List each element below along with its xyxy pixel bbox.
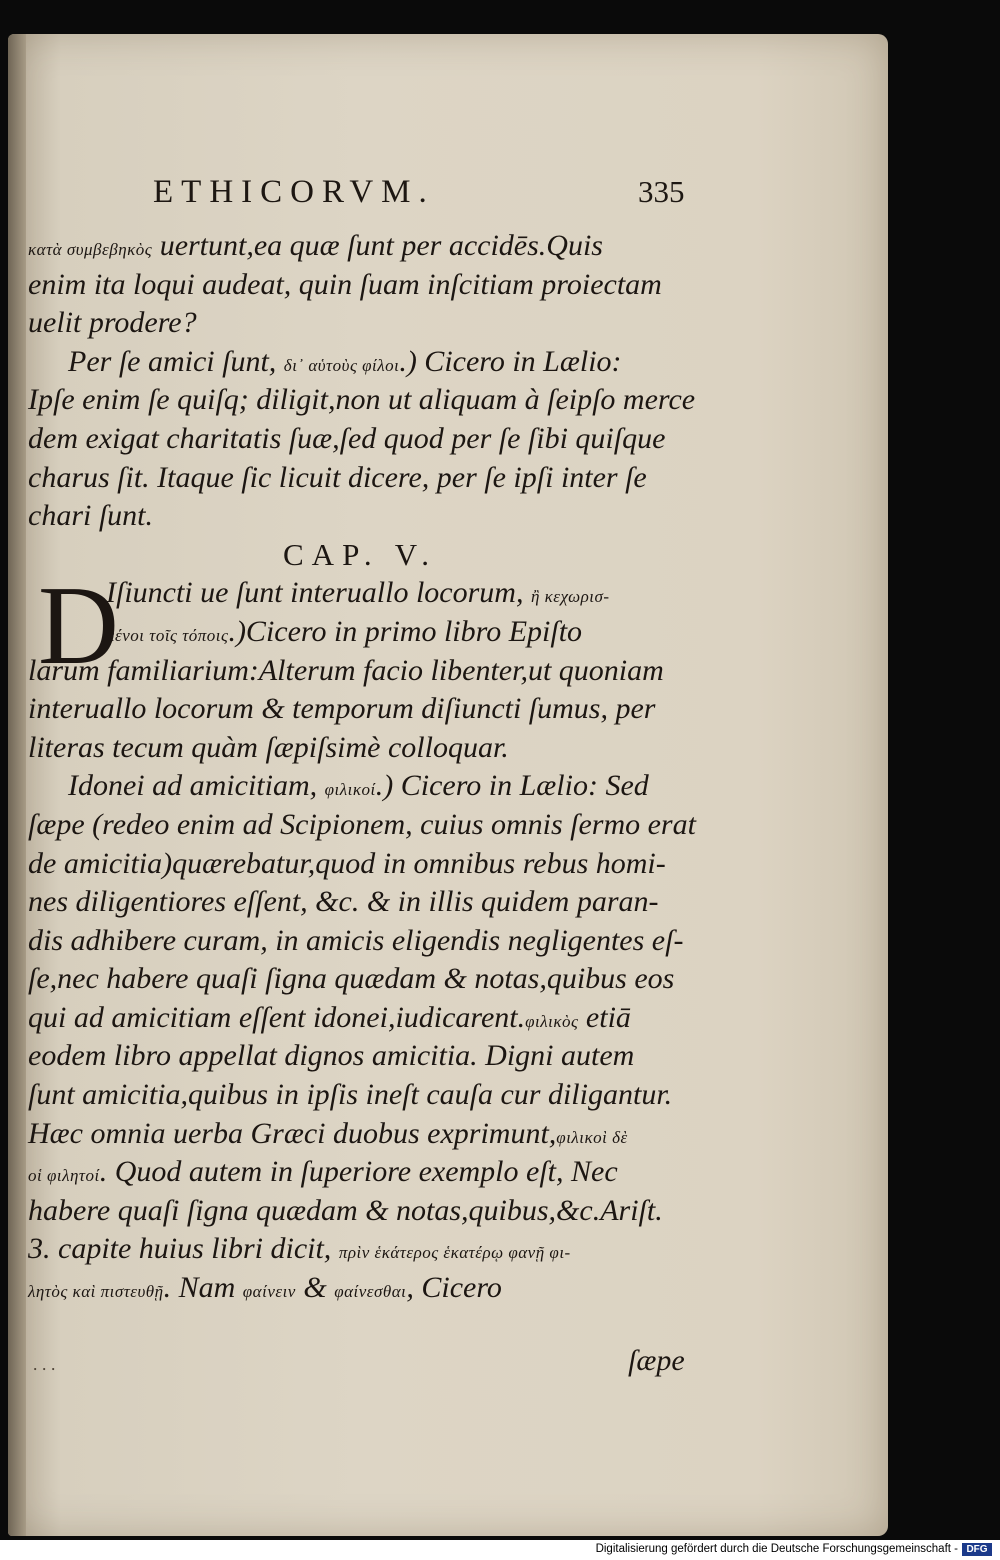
latin-text: enim ita loqui audeat, quin ſuam inſcitiam proiectam (28, 267, 662, 301)
latin-text: literas tecum quàm ſæpiſsimè colloquar. (28, 730, 509, 764)
chapter-heading: CAP. V. (283, 536, 437, 572)
latin-text: .) Cicero in Lælio: Sed (375, 769, 649, 803)
latin-text: ſæpe (redeo enim ad Scipionem, cuius omnis ſermo erat (28, 807, 696, 841)
latin-text: . Nam (163, 1271, 243, 1305)
text-line (28, 613, 696, 652)
latin-text: chari ſunt. (28, 499, 153, 533)
latin-text: habere quaſi ſigna quædam & notas,quibus,&c.Ariſt. (28, 1193, 663, 1227)
greek-phrase: φαίνειν (242, 1282, 296, 1302)
text-body (28, 227, 696, 1308)
text-line (28, 227, 696, 266)
greek-phrase: μένοι τοῖς τόποις (106, 625, 229, 645)
text-line (28, 1153, 696, 1192)
latin-text: de amicitia)quærebatur,quod in omnibus rebus homi- (28, 846, 666, 880)
text-line (28, 1230, 696, 1269)
text-line (28, 960, 696, 999)
latin-text: .) Cicero in Lælio: (399, 344, 622, 378)
latin-text: dem exigat charitatis ſuæ,ſed quod per ſe ſibi quiſque (28, 421, 666, 455)
latin-text: Idonei ad amicitiam, (68, 769, 325, 803)
latin-text: nes diligentiores eſſent, &c. & in illis quidem paran- (28, 885, 659, 919)
greek-phrase: κατὰ συμβεβηκὸς (28, 240, 153, 259)
drop-cap: D (38, 564, 119, 689)
page-gutter (8, 34, 26, 1536)
text-line (28, 381, 696, 420)
greek-phrase: πρὶν ἑκάτερος ἑκατέρῳ φανῇ φι- (338, 1243, 571, 1263)
text-line (28, 459, 696, 498)
text-line (28, 729, 696, 768)
text-line (28, 767, 696, 806)
latin-text: interuallo locorum & temporum diſiuncti ſumus, per (28, 692, 656, 726)
latin-text: eodem libro appellat dignos amicitia. Digni autem (28, 1039, 635, 1073)
text-line (28, 845, 696, 884)
latin-text: uertunt,ea quæ ſunt per accidēs.Quis (152, 229, 603, 262)
text-line (28, 922, 696, 961)
greek-phrase: ἢ κεχωρισ- (530, 587, 610, 607)
latin-text: . Quod autem in ſuperiore exemplo eſt, Nec (99, 1155, 618, 1189)
greek-phrase: φιλικοὶ δὲ (556, 1127, 628, 1147)
latin-text: , Cicero (406, 1271, 502, 1305)
latin-text: dis adhibere curam, in amicis eligendis negligentes eſ- (28, 923, 684, 957)
page-number: 335 (638, 174, 685, 209)
text-line (28, 304, 696, 343)
latin-text: Ipſe enim ſe quiſq; diligit,non ut aliquam à ſeipſo merce (28, 383, 696, 417)
latin-text: 3. capite huius libri dicit, (28, 1232, 339, 1266)
text-line (28, 1115, 696, 1154)
text-line (28, 806, 696, 845)
latin-text: Iſiuncti ue ſunt interuallo locorum, (106, 576, 531, 610)
latin-text: uelit prodere? (28, 306, 197, 340)
catchword: ſæpe (628, 1344, 685, 1377)
latin-text: Hæc omnia uerba Græci duobus exprimunt, (28, 1116, 557, 1150)
greek-phrase: φιλικὸς (525, 1011, 579, 1031)
text-line (28, 266, 696, 305)
latin-text: charus ſit. Itaque ſic licuit dicere, per ſe ipſi inter ſe (28, 460, 647, 494)
text-line (28, 652, 696, 691)
greek-phrase: δι᾽ αὑτοὺς φίλοι (283, 355, 400, 375)
footer-credit: Digitalisierung gefördert durch die Deutsche Forschungsgemeinschaft - (595, 1543, 958, 1555)
text-line (28, 1037, 696, 1076)
latin-text: & (295, 1271, 335, 1305)
text-line (28, 574, 696, 613)
book-page (8, 34, 888, 1536)
latin-text: qui ad amicitiam eſſent idonei,iudicarent. (28, 1000, 526, 1034)
greek-phrase: οἱ φιλητοί (28, 1166, 100, 1186)
greek-phrase: φαίνεσθαι (334, 1282, 407, 1302)
text-line (28, 1192, 696, 1231)
text-line (28, 343, 696, 382)
greek-phrase: λητὸς καὶ πιστευθῇ (28, 1282, 164, 1302)
text-line (28, 1269, 696, 1308)
text-line (28, 883, 696, 922)
latin-text: ſunt amicitia,quibus in ipſis ineſt cauſa cur diligantur. (28, 1078, 673, 1112)
greek-phrase: φιλικοί (324, 780, 376, 800)
text-line (28, 1076, 696, 1115)
text-line (28, 420, 696, 459)
latin-text: larum familiarium:Alterum facio libenter,ut quoniam (28, 653, 664, 687)
latin-text: ſe,nec habere quaſi ſigna quædam & notas,quibus eos (28, 962, 675, 996)
latin-text: .)Cicero in primo libro Epiſto (228, 614, 583, 648)
running-head: ETHICORVM. (153, 174, 435, 210)
text-line (28, 690, 696, 729)
latin-text: Per ſe amici ſunt, (68, 344, 284, 378)
latin-text: etiā (578, 1000, 631, 1034)
text-line (28, 999, 696, 1038)
margin-mark: ∙ ∙ ∙ (33, 1359, 56, 1379)
text-line (28, 497, 696, 536)
dfg-logo: DFG (962, 1543, 992, 1556)
